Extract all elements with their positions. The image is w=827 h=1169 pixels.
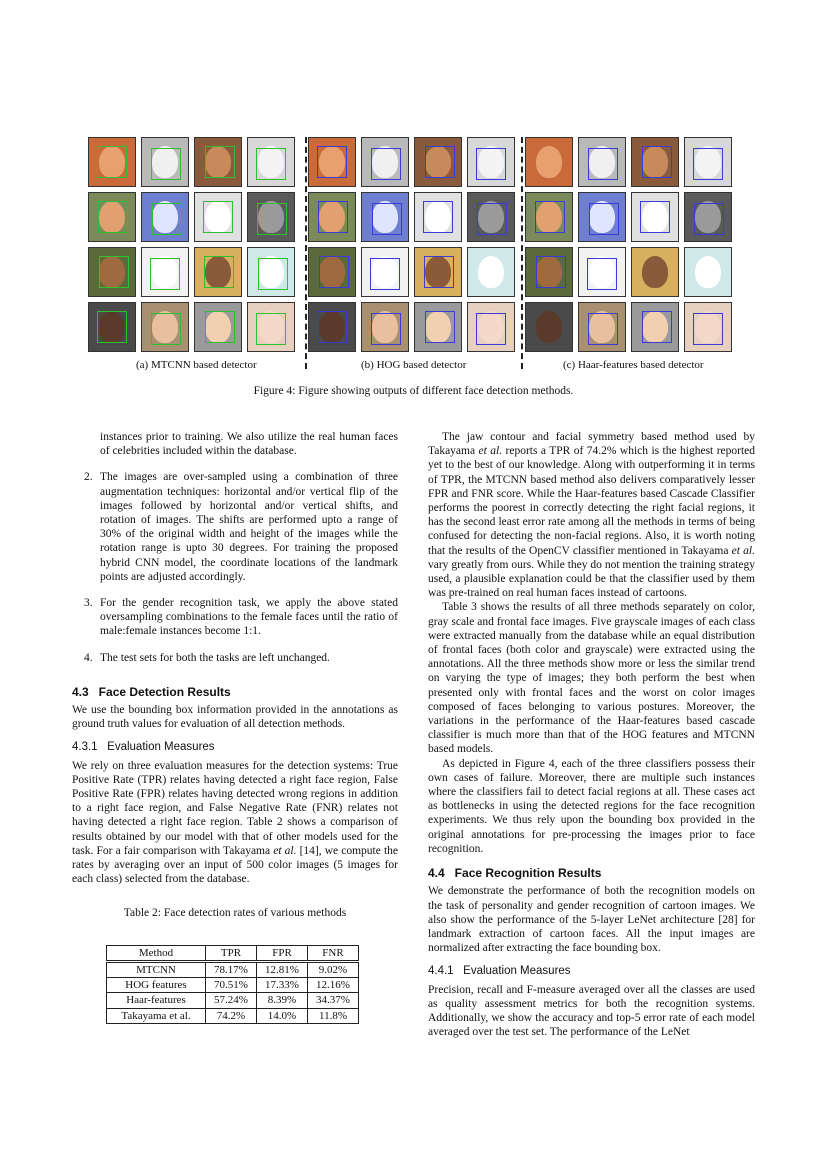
- subsection-heading-4-3-1: 4.3.1 Evaluation Measures: [72, 741, 215, 754]
- list-number: 4.: [84, 651, 93, 664]
- detection-bounding-box: [256, 313, 286, 345]
- table-cell: 9.02%: [308, 961, 359, 977]
- detection-bounding-box: [317, 146, 347, 178]
- face-thumbnail: [141, 302, 189, 352]
- detection-bounding-box: [476, 313, 506, 345]
- face-thumbnail: [467, 137, 515, 187]
- detection-bounding-box: [642, 311, 672, 343]
- face-thumbnail: [141, 137, 189, 187]
- cartoon-face-illustration: [695, 256, 721, 288]
- paragraph: [428, 430, 755, 600]
- face-thumbnail: [194, 247, 242, 297]
- detection-bounding-box: [424, 256, 454, 288]
- table-row: [107, 1008, 359, 1023]
- table-cell: Takayama et al.: [107, 1008, 206, 1023]
- detection-bounding-box: [152, 203, 182, 235]
- list-number: 3.: [84, 597, 93, 610]
- face-thumbnail: [525, 137, 573, 187]
- figure-caption: Figure 4: Figure showing outputs of different face detection methods.: [253, 385, 574, 397]
- list-item: [72, 470, 398, 584]
- detection-rates-table: [106, 945, 359, 1024]
- table-cell: 12.81%: [257, 961, 308, 977]
- table-caption: Table 2: Face detection rates of various methods: [123, 907, 347, 920]
- paragraph: As depicted in Figure 4, each of the three classifiers possess their own cases of failure. Moreover, there are multiple such instances where the classifiers fail to detect facial regions at all. These cases act as bottlenecks in using the detected regions for the face recognition experiments. We thus rely upon the bounding box provided in the original annotations for pre-processing the images prior to face recognition.: [428, 757, 755, 855]
- face-thumbnail: [308, 302, 356, 352]
- table-cell: HOG features: [107, 978, 206, 993]
- detection-bounding-box: [425, 146, 455, 178]
- detection-bounding-box: [150, 258, 180, 290]
- face-thumbnail: [141, 247, 189, 297]
- subcaption-haar: (c) Haar-features based detector: [563, 359, 704, 371]
- detection-bounding-box: [587, 258, 617, 290]
- face-thumbnail: [414, 247, 462, 297]
- face-thumbnail: [247, 302, 295, 352]
- detection-bounding-box: [258, 258, 288, 290]
- table-cell: MTCNN: [107, 961, 206, 977]
- face-thumbnail: [88, 192, 136, 242]
- face-thumbnail: [525, 247, 573, 297]
- detection-bounding-box: [257, 203, 287, 235]
- detection-bounding-box: [256, 148, 286, 180]
- table-header: Method: [107, 945, 206, 961]
- right-column: [428, 430, 755, 1039]
- table-header-row: [107, 945, 359, 961]
- paragraph: [72, 759, 398, 887]
- text-run: vary greatly from ours. While they do not mention the training strategy used, a plausible explanation could be that the classifier used by them was pre-trained on real human faces instead of cartoons.: [428, 558, 755, 600]
- face-thumbnail: [247, 137, 295, 187]
- list-continuation: instances prior to training. We also utilize the real human faces of celebrities included within the database.: [100, 431, 398, 458]
- detection-bounding-box: [640, 201, 670, 233]
- face-thumbnail: [578, 137, 626, 187]
- text-run: [14], we compute the rates by averaging over an input of 500 color images (5 images for each class) selected from the database.: [72, 844, 398, 886]
- table-row: [107, 961, 359, 977]
- paragraph: Table 3 shows the results of all three methods separately on color, gray scale and frontal face images. Five grayscale images of each class were extracted manually from the database while an equal distribution of frontal faces (both color and grayscale) were extracted using the annotations. All the three methods show more or less the similar trend on varying the type of images; they both perform the best when presented only with frontal faces and the worst on color images composed of faces belonging to various postures. Moreover, the variations in the performance of the Haar-features based cascade classifier is much more than that of the HOG features and MTCNN based models.: [428, 601, 755, 756]
- detection-bounding-box: [588, 313, 618, 345]
- detection-bounding-box: [204, 256, 234, 288]
- text-run: et al.: [478, 445, 503, 458]
- panel-separator: [305, 137, 307, 369]
- list-item: [72, 651, 398, 665]
- detection-bounding-box: [693, 313, 723, 345]
- face-thumbnail: [361, 137, 409, 187]
- table-cell: Haar-features: [107, 993, 206, 1008]
- face-thumbnail: [361, 247, 409, 297]
- face-thumbnail: [194, 192, 242, 242]
- face-thumbnail: [631, 137, 679, 187]
- paragraph: We demonstrate the performance of both the recognition models on the task of personality and gender recognition of cartoon images. We also show the performance of the 5-layer LeNet architecture [28] for landmark extraction of cartoon faces. All the input images are normalized after extracting the face bounding box.: [428, 885, 755, 955]
- face-thumbnail: [308, 192, 356, 242]
- detection-bounding-box: [535, 201, 565, 233]
- table-header: TPR: [206, 945, 257, 961]
- table-cell: 11.8%: [308, 1008, 359, 1023]
- list-text: The images are over-sampled using a combination of three augmentation techniques: horizontal and/or vertical flip of the images followed by horizontal and/or vertical shifts, and rotation of images. The shifts are performed upto a range of 30% of the original width and height of the images while the rotation range is upto 30 degrees. For training the proposed hybrid CNN model, the coordinate locations of the landmark points are adjusted accordingly.: [100, 471, 398, 583]
- detection-bounding-box: [694, 203, 724, 235]
- detection-bounding-box: [151, 148, 181, 180]
- face-thumbnail: [631, 192, 679, 242]
- list-item: [72, 596, 398, 639]
- detection-bounding-box: [99, 256, 129, 288]
- detection-bounding-box: [203, 201, 233, 233]
- panel-separator: [521, 137, 523, 369]
- detection-bounding-box: [370, 258, 400, 290]
- subcaption-mtcnn: (a) MTCNN based detector: [136, 359, 257, 371]
- face-thumbnail: [525, 302, 573, 352]
- detection-bounding-box: [97, 311, 127, 343]
- table-row: [107, 993, 359, 1008]
- face-thumbnail: [414, 302, 462, 352]
- face-thumbnail: [578, 302, 626, 352]
- detection-bounding-box: [371, 313, 401, 345]
- face-thumbnail: [247, 192, 295, 242]
- face-thumbnail: [684, 302, 732, 352]
- face-thumbnail: [467, 302, 515, 352]
- paragraph: We use the bounding box information provided in the annotations as ground truth values for evaluation of all detection methods.: [72, 704, 398, 731]
- table-cell: 34.37%: [308, 993, 359, 1008]
- face-thumbnail: [467, 192, 515, 242]
- detection-bounding-box: [425, 311, 455, 343]
- face-thumbnail: [141, 192, 189, 242]
- table-cell: 17.33%: [257, 978, 308, 993]
- face-thumbnail: [247, 247, 295, 297]
- face-thumbnail: [308, 137, 356, 187]
- detection-bounding-box: [372, 203, 402, 235]
- detection-bounding-box: [423, 201, 453, 233]
- table-cell: 14.0%: [257, 1008, 308, 1023]
- detection-bounding-box: [318, 201, 348, 233]
- face-thumbnail: [88, 247, 136, 297]
- table-cell: 78.17%: [206, 961, 257, 977]
- detection-bounding-box: [97, 146, 127, 178]
- detection-bounding-box: [371, 148, 401, 180]
- text-run: et al.: [731, 544, 755, 557]
- detection-bounding-box: [317, 311, 347, 343]
- cartoon-face-illustration: [536, 146, 562, 178]
- list-text: For the gender recognition task, we apply the above stated oversampling combinations to the female faces until the ratio of male:female instances become 1:1.: [100, 597, 398, 638]
- subcaption-hog: (b) HOG based detector: [361, 359, 467, 371]
- table-cell: 74.2%: [206, 1008, 257, 1023]
- table-cell: 57.24%: [206, 993, 257, 1008]
- text-run: reports a TPR of 74.2% which is the highest reported yet to the best of our knowledge. Along with outperforming it in terms of TPR, the MTCNN based method also delivers comparatively lesser FPR and FNR score. While the Haar-features based Cascade Classifier performs the poorest in correctly detecting the right facial regions, it has the second least error rate among all the methods in terms of being confused for detecting the non-facial regions. Also, it is worth noting that the results of the OpenCV classifier mentioned in Takayama: [428, 445, 756, 557]
- face-thumbnail: [194, 137, 242, 187]
- subsection-heading-4-4-1: 4.4.1 Evaluation Measures: [428, 965, 571, 978]
- detection-bounding-box: [205, 146, 235, 178]
- section-heading-4-3: 4.3 Face Detection Results: [72, 684, 231, 699]
- face-thumbnail: [88, 302, 136, 352]
- paragraph: Precision, recall and F-measure averaged over all the classes are used as quality assessment metrics for both the recognition systems. Additionally, we show the accuracy and top-5 error rate of each model averaged over the test set. The performance of the LeNet: [428, 983, 755, 1039]
- detection-bounding-box: [589, 203, 619, 235]
- detection-bounding-box: [319, 256, 349, 288]
- table-row: [107, 978, 359, 993]
- table-cell: 12.16%: [308, 978, 359, 993]
- face-thumbnail: [631, 302, 679, 352]
- text-run: We rely on three evaluation measures for the detection systems: True Positive Rate (TPR) relates having detected a right face region, False Positive Rate (FPR) relates having detected wrong regions in addition to a right face region, and False Negative Rate (FNR) relates not having detected a right face region. Table 2 shows a comparison of results obtained by our model with that of other models used for the task. For a fair comparison with Takayama: [72, 759, 398, 857]
- cartoon-face-illustration: [642, 256, 668, 288]
- text-run: The jaw contour and facial symmetry based method used by Takayama: [428, 431, 755, 458]
- face-thumbnail: [361, 302, 409, 352]
- face-thumbnail: [361, 192, 409, 242]
- face-thumbnail: [631, 247, 679, 297]
- section-heading-4-4: 4.4 Face Recognition Results: [428, 866, 602, 881]
- table-cell: 8.39%: [257, 993, 308, 1008]
- face-thumbnail: [414, 137, 462, 187]
- detection-bounding-box: [476, 148, 506, 180]
- face-thumbnail: [684, 192, 732, 242]
- face-thumbnail: [578, 247, 626, 297]
- table-header: FNR: [308, 945, 359, 961]
- left-column: [72, 430, 398, 1024]
- table-cell: 70.51%: [206, 978, 257, 993]
- detection-bounding-box: [588, 148, 618, 180]
- list-number: 2.: [84, 471, 93, 484]
- detection-bounding-box: [98, 201, 128, 233]
- face-thumbnail: [308, 247, 356, 297]
- detection-bounding-box: [536, 256, 566, 288]
- cartoon-face-illustration: [536, 311, 562, 343]
- face-thumbnail: [684, 137, 732, 187]
- detection-bounding-box: [205, 311, 235, 343]
- list-text: The test sets for both the tasks are left unchanged.: [100, 651, 330, 664]
- text-run: et al.: [273, 844, 297, 857]
- face-thumbnail: [194, 302, 242, 352]
- cartoon-face-illustration: [478, 256, 504, 288]
- detection-bounding-box: [477, 203, 507, 235]
- face-thumbnail: [414, 192, 462, 242]
- face-thumbnail: [467, 247, 515, 297]
- face-thumbnail: [88, 137, 136, 187]
- detection-bounding-box: [642, 146, 672, 178]
- face-thumbnail: [578, 192, 626, 242]
- table-header: FPR: [257, 945, 308, 961]
- face-thumbnail: [684, 247, 732, 297]
- face-thumbnail: [525, 192, 573, 242]
- detection-bounding-box: [151, 313, 181, 345]
- detection-bounding-box: [693, 148, 723, 180]
